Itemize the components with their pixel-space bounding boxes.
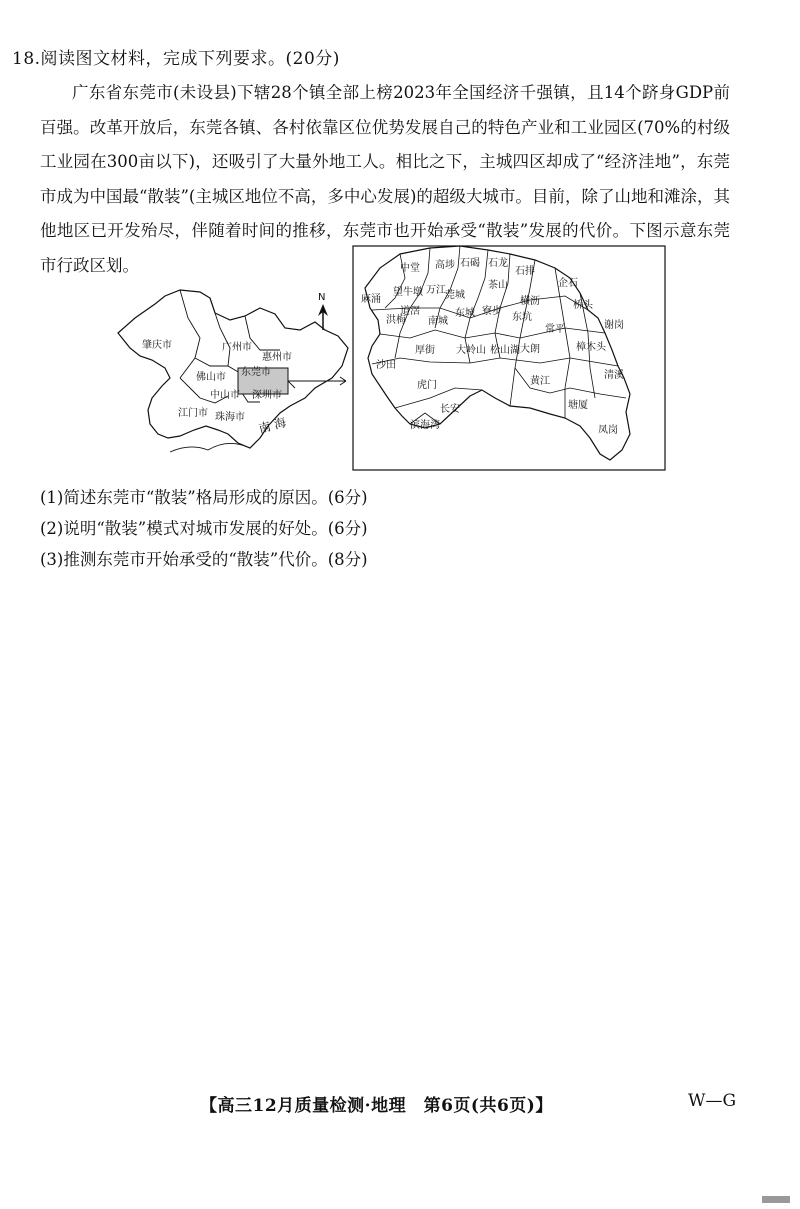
city-label: 惠州市	[262, 352, 292, 363]
sea-label: 南 海	[257, 415, 288, 436]
city-label: 广州市	[222, 342, 252, 353]
town-label: 塘厦	[568, 400, 588, 411]
city-label: 东莞市	[241, 367, 271, 378]
question-header	[12, 44, 340, 69]
town-label: 高埗	[435, 260, 455, 271]
subquestion: (3)推测东莞市开始承受的“散装”代价。(8分)	[40, 550, 368, 569]
town-label: 大岭山	[456, 345, 486, 356]
subquestion: (1)简述东莞市“散装”格局形成的原因。(6分)	[40, 488, 368, 507]
town-label: 长安	[440, 404, 460, 415]
north-arrow-icon	[318, 292, 328, 330]
map-figure	[110, 238, 670, 473]
town-label: 南城	[428, 316, 448, 327]
town-label: 麻涌	[361, 294, 381, 305]
north-label: N	[318, 292, 326, 303]
town-label: 常平	[545, 324, 565, 335]
town-label: 清溪	[604, 370, 624, 381]
city-label: 珠海市	[215, 412, 245, 423]
town-label: 黄江	[530, 376, 550, 387]
page-footer: 【高三12月质量检测·地理 第6页(共6页)】	[200, 1096, 553, 1116]
town-label: 樟木头	[576, 342, 606, 353]
town-label: 凤岗	[598, 425, 618, 436]
town-label: 沙田	[376, 360, 396, 371]
town-label: 松山湖	[490, 345, 520, 356]
town-label: 道滘	[400, 306, 420, 317]
scanner-watermark	[762, 1196, 790, 1203]
town-label: 东城	[455, 308, 475, 319]
town-label: 桥头	[573, 300, 593, 311]
question-prompt: 阅读图文材料，完成下列要求。(20分)	[40, 49, 340, 69]
city-label: 中山市	[210, 390, 240, 401]
city-label: 佛山市	[196, 372, 226, 383]
map-svg	[110, 238, 670, 473]
town-label: 石排	[515, 266, 535, 277]
town-label: 厚街	[415, 345, 435, 356]
town-label: 洪梅	[386, 315, 406, 326]
dongguan-map	[353, 246, 665, 470]
question-number: 18.	[12, 49, 41, 69]
subquestion: (2)说明“散装”模式对城市发展的好处。(6分)	[40, 519, 368, 538]
town-label: 石碣	[460, 258, 480, 269]
town-label: 中堂	[400, 263, 420, 274]
regional-map	[118, 290, 348, 452]
town-label: 虎门	[417, 380, 437, 391]
town-label: 茶山	[488, 280, 508, 291]
city-label: 肇庆市	[142, 340, 172, 351]
subquestion-list	[40, 482, 368, 575]
town-label: 万江	[426, 285, 446, 296]
town-label: 大朗	[520, 344, 540, 355]
city-label: 江门市	[178, 408, 208, 419]
town-label: 滨海湾	[410, 420, 440, 431]
material-paragraph: 广东省东莞市(未设县)下辖28个镇全部上榜2023年全国经济千强镇，且14个跻身GDP前百强。改革开放后，东莞各镇、各村依靠区位优势发展自己的特色产业和工业园区(70%的村级工业园在300亩以下)，还吸引了大量外地工人。相比之下，主城四区却成了“经济洼地”，东莞市成为中国最“散装”(主城区地位不高，多中心发展)的超级大城市。目前，除了山地和滩涂，其他地区已开发殆尽，伴随着时间的推移，东莞市也开始承受“散装”发展的代价。下图示意东莞市行政区划。	[40, 83, 730, 275]
town-label: 莞城	[445, 290, 465, 301]
town-label: 谢岗	[604, 320, 624, 331]
town-label: 企石	[558, 278, 578, 289]
city-label: 深圳市	[252, 390, 282, 401]
town-label: 横沥	[520, 296, 540, 307]
town-label: 石龙	[488, 258, 508, 269]
town-label: 望牛墩	[393, 287, 423, 298]
town-label: 寮步	[482, 306, 502, 317]
town-label: 东坑	[512, 312, 532, 323]
paper-code: W—G	[688, 1091, 737, 1111]
